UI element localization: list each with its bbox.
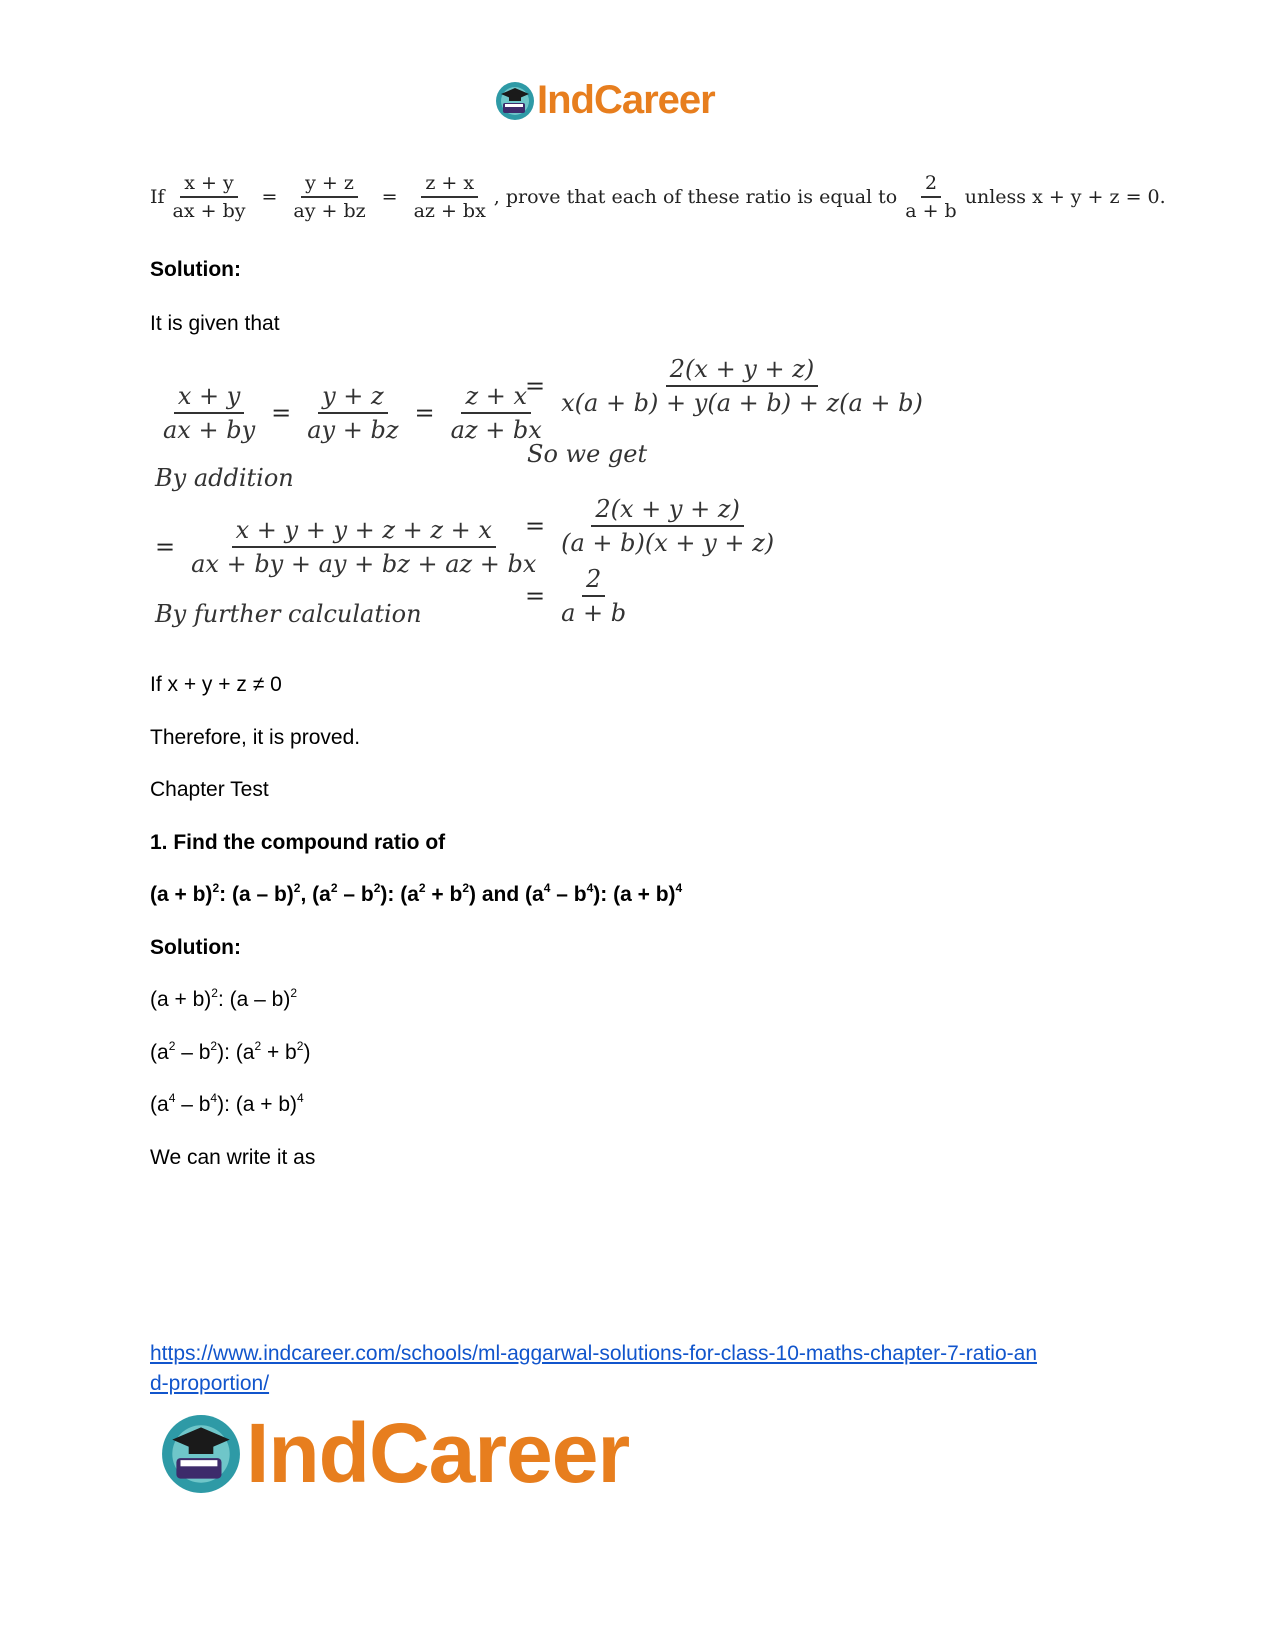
derivation-result-2: = $\frac{2(x + y + z)}{(a + b)(x + y + z)}$ — [525, 495, 775, 557]
derivation-block — [155, 355, 955, 660]
derivation-ratios: $\frac{x + y}{ax + by}$ = $\frac{y + z}{ay + bz}$ = $\frac{z + x}{az + bx}$ — [155, 382, 550, 444]
question-fraction-4: $\frac{2}{a + b}$ — [905, 172, 957, 222]
derivation-fraction-1: $\frac{x + y}{ax + by}$ — [163, 382, 256, 444]
question-fraction-3: $\frac{z + x}{az + bx}$ — [413, 172, 486, 222]
derivation-result-1: = $\frac{2(x + y + z)}{x(a + b) + y(a + b) + z(a + b)}$ — [525, 355, 923, 417]
question-middle: , prove that each of these ratio is equal to — [493, 186, 898, 208]
question-1-expression: $(a + b)^2$: (a – b)$^2$, $(a^2 - b^2)$: $(a^2 + b^2)$ and $(a^4 - b^4)$: $(a + b)^4$ — [150, 881, 683, 906]
ratio-line-3: $(a^4 - b^4)$: $(a + b)^4$ — [150, 1091, 304, 1116]
footer-url-link[interactable]: https://www.indcareer.com/schools/ml-aggarwal-solutions-for-class-10-maths-chapter-7-ratio-an d-proportion/ — [150, 1342, 1037, 1395]
derivation-fraction-2: $\frac{y + z}{ay + bz}$ — [307, 382, 399, 444]
chapter-test-heading: Chapter Test — [150, 778, 269, 801]
footer-logo-text: IndCareer — [246, 1406, 630, 1500]
write-as-text: We can write it as — [150, 1146, 316, 1169]
conclusion-text: Therefore, it is proved. — [150, 726, 361, 749]
ratio-line-2: $(a^2 - b^2)$: $(a^2 + b^2)$ — [150, 1039, 311, 1064]
derivation-fraction-3: $\frac{z + x}{az + bx}$ — [450, 382, 542, 444]
question-fraction-2: $\frac{y + z}{ay + bz}$ — [293, 172, 366, 222]
derivation-result-3: = $\frac{2}{a + b}$ — [525, 565, 627, 627]
graduation-book-icon — [160, 1413, 242, 1495]
derivation-sum: = $\frac{x + y + y + z + z + x}{ax + by + ay + bz + az + bx}$ — [155, 516, 544, 578]
graduation-book-icon — [495, 81, 535, 121]
given-text: It is given that — [150, 312, 280, 335]
question-1-title: 1. Find the compound ratio of — [150, 831, 446, 854]
footer-logo — [160, 1405, 629, 1502]
header-logo-text: IndCareer — [537, 78, 715, 122]
solution-label: Solution: — [150, 258, 241, 281]
by-further-calculation-text: By further calculation — [155, 600, 422, 628]
question-line: If $\frac{x + y}{ax + by}$ = $\frac{y + z}{ay + bz}$ = $\frac{z + x}{az + bx}$ , prove that each of these ratio is equal to $\frac{2}{a + b}$ unless x + y + z = 0. — [150, 172, 1166, 222]
question-prefix: If — [150, 186, 165, 208]
by-addition-text: By addition — [155, 464, 294, 492]
derivation-sum-fraction: $\frac{x + y + y + z + z + x}{ax + by + ay + bz + az + bx}$ — [191, 516, 537, 578]
question-fraction-1: $\frac{x + y}{ax + by}$ — [172, 172, 246, 222]
so-we-get-text: So we get — [527, 440, 648, 468]
condition-text: If x + y + z ≠ 0 — [150, 673, 282, 696]
header-logo — [495, 78, 715, 123]
question-suffix: unless x + y + z = 0. — [964, 186, 1166, 208]
solution-label-2: Solution: — [150, 936, 241, 959]
ratio-line-1: $(a + b)^2$: (a – b)$^2$ — [150, 986, 298, 1011]
